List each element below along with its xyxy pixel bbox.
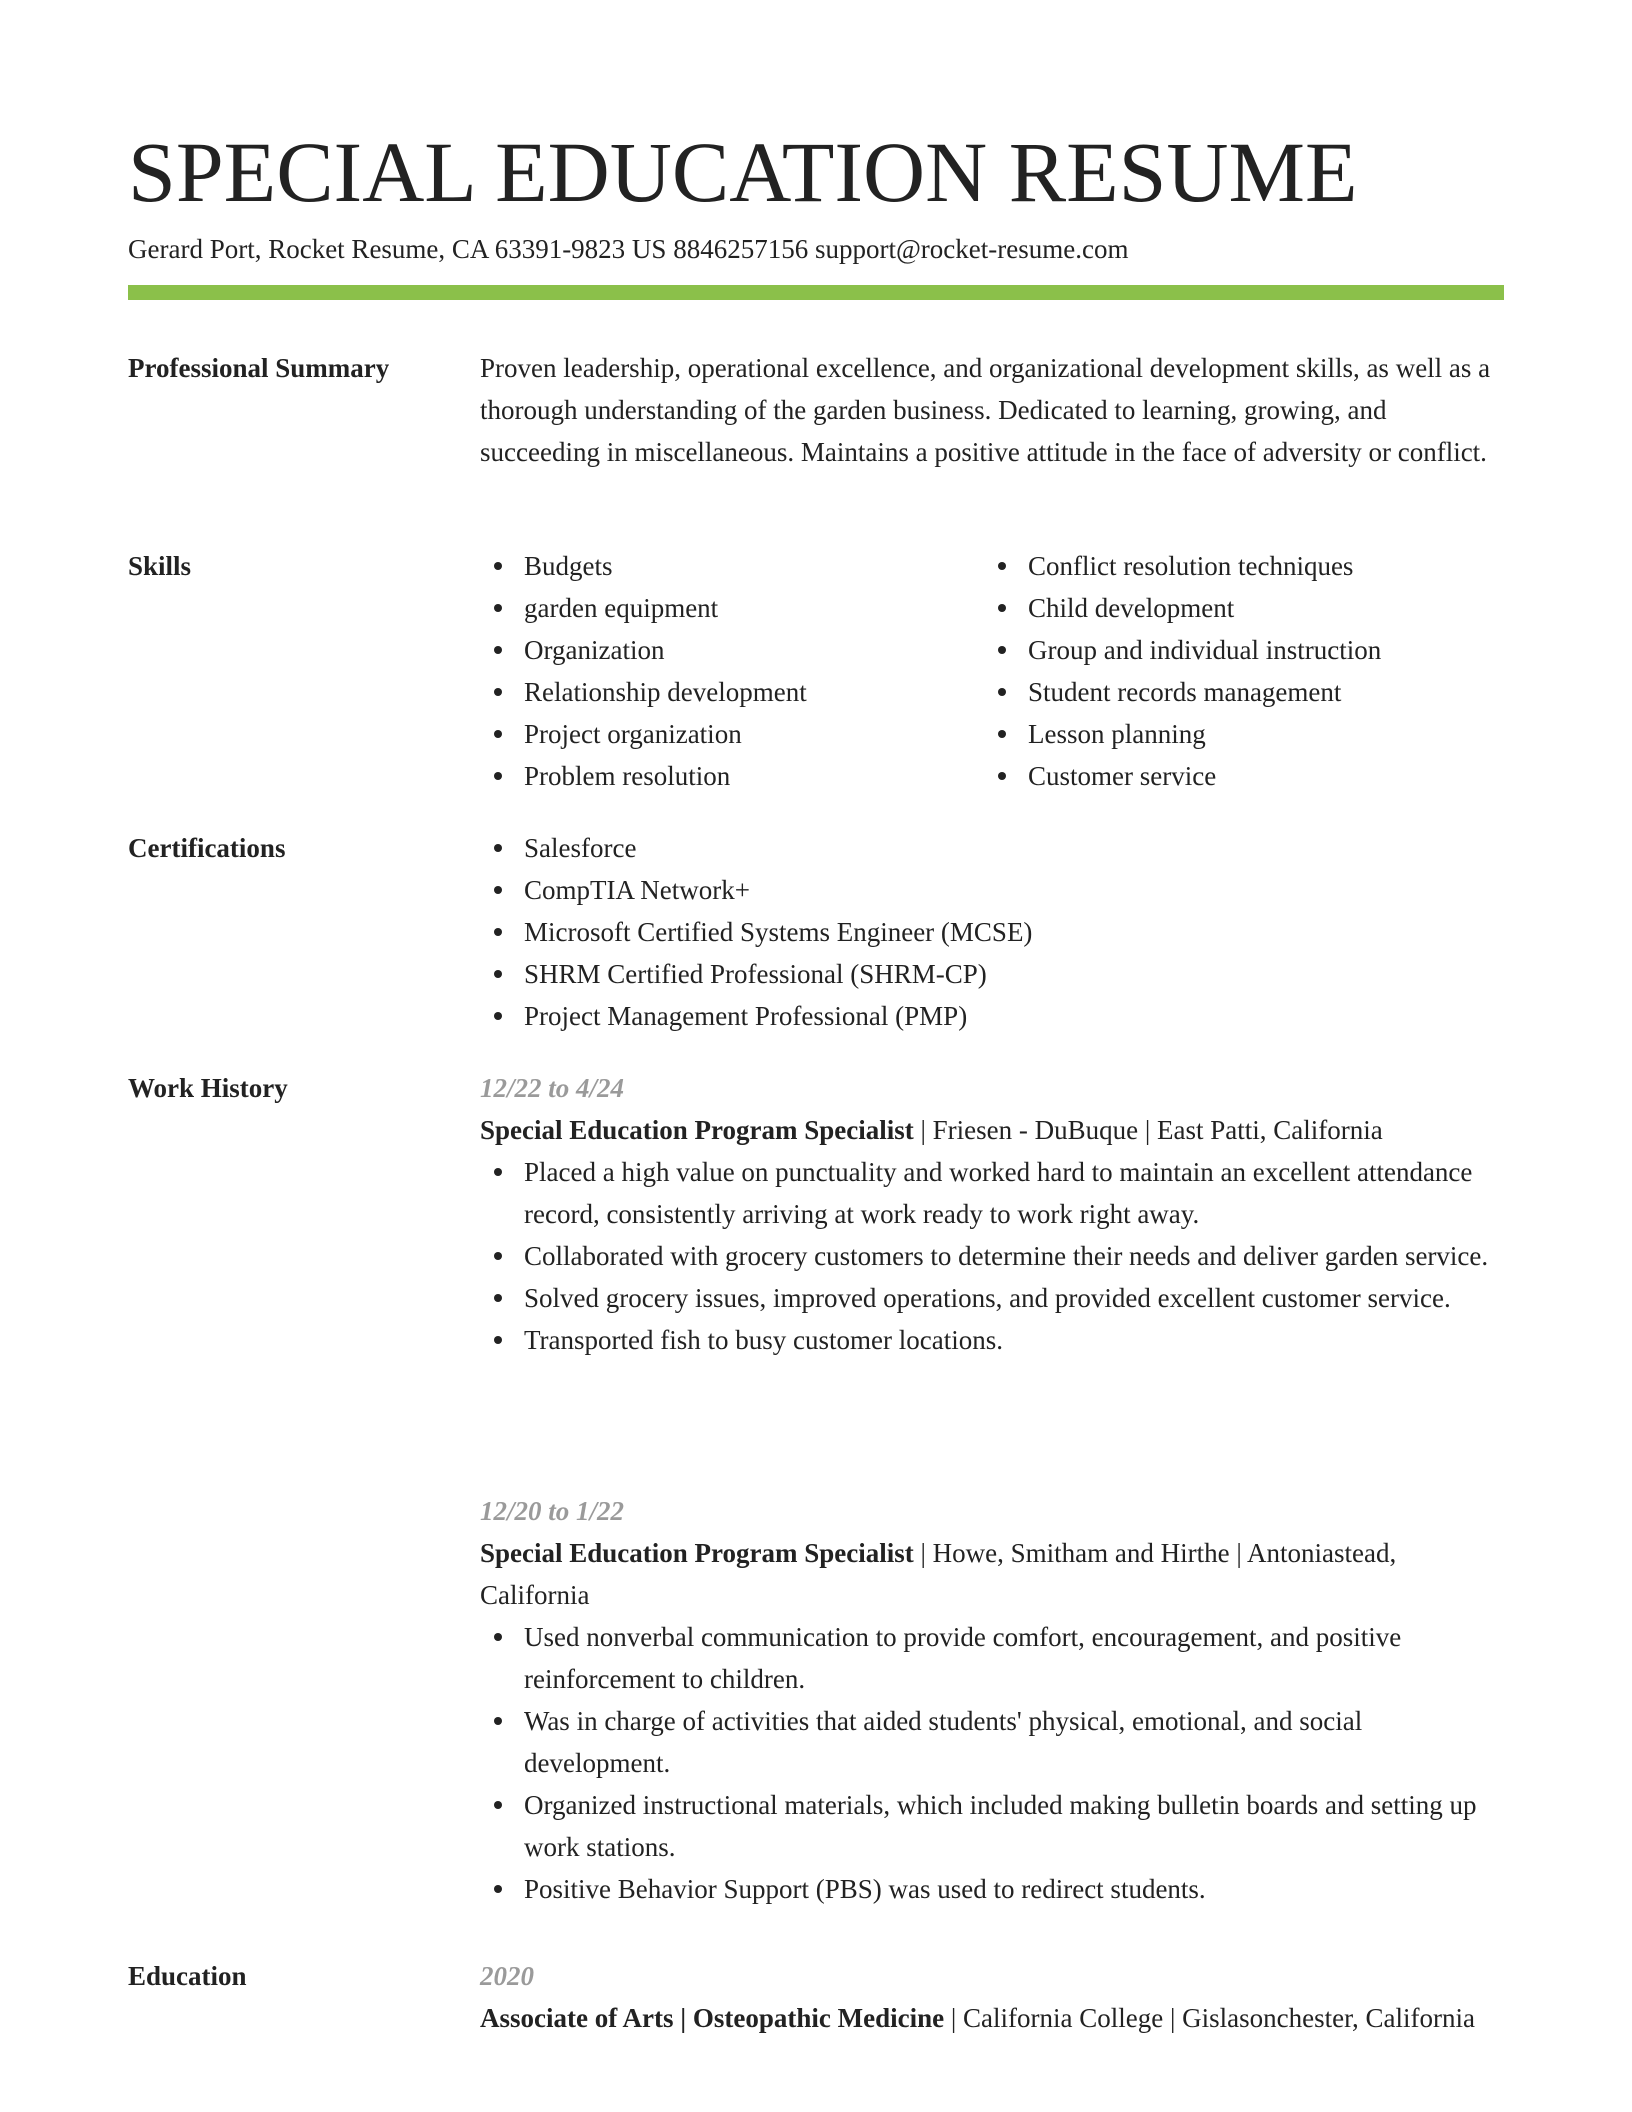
skills-label: Skills xyxy=(128,551,192,581)
job-heading xyxy=(480,1532,1504,1616)
skill-item: Group and individual instruction xyxy=(984,629,1488,671)
job-title: Special Education Program Specialist xyxy=(480,1538,914,1568)
certifications-label: Certifications xyxy=(128,833,286,863)
job-bullet: Collaborated with grocery customers to determine their needs and deliver garden service. xyxy=(480,1235,1504,1277)
skill-item: Problem resolution xyxy=(480,755,984,797)
job-dates: 12/22 to 4/24 xyxy=(480,1073,625,1103)
work-history-label: Work History xyxy=(128,1073,288,1103)
job-bullet: Was in charge of activities that aided students' physical, emotional, and social development. xyxy=(480,1700,1504,1784)
resume-title: SPECIAL EDUCATION RESUME xyxy=(128,124,1358,220)
summary-label: Professional Summary xyxy=(128,353,390,383)
education-degree: Associate of Arts | Osteopathic Medicine xyxy=(480,2003,945,2033)
certifications-list xyxy=(480,827,1504,1037)
job-heading xyxy=(480,1109,1504,1151)
skills-list-right xyxy=(984,545,1488,797)
education-school-location: | California College | Gislasonchester, California xyxy=(944,2003,1475,2033)
job-bullets xyxy=(480,1616,1504,1910)
skill-item: Conflict resolution techniques xyxy=(984,545,1488,587)
job-entry xyxy=(480,1067,1504,1361)
certification-item: Salesforce xyxy=(480,827,1504,869)
certification-item: Microsoft Certified Systems Engineer (MCSE) xyxy=(480,911,1504,953)
certification-item: Project Management Professional (PMP) xyxy=(480,995,1504,1037)
job-bullet: Transported fish to busy customer locations. xyxy=(480,1319,1504,1361)
job-bullet: Organized instructional materials, which included making bulletin boards and setting up work stations. xyxy=(480,1784,1504,1868)
job-bullet: Used nonverbal communication to provide comfort, encouragement, and positive reinforcement to children. xyxy=(480,1616,1504,1700)
job-dates: 12/20 to 1/22 xyxy=(480,1496,625,1526)
skill-item: Lesson planning xyxy=(984,713,1488,755)
skill-item: Student records management xyxy=(984,671,1488,713)
job-bullets xyxy=(480,1151,1504,1361)
job-employer-location: | Friesen - DuBuque | East Patti, California xyxy=(913,1115,1383,1145)
education-heading xyxy=(480,1997,1504,2039)
job-bullet: Positive Behavior Support (PBS) was used to redirect students. xyxy=(480,1868,1504,1910)
contact-line: Gerard Port, Rocket Resume, CA 63391-9823 US 8846257156 support@rocket-resume.com xyxy=(128,234,1129,264)
education-label: Education xyxy=(128,1961,247,1991)
job-bullet: Solved grocery issues, improved operations, and provided excellent customer service. xyxy=(480,1277,1504,1319)
certification-item: CompTIA Network+ xyxy=(480,869,1504,911)
skill-item: garden equipment xyxy=(480,587,984,629)
education-year: 2020 xyxy=(480,1961,534,1991)
skill-item: Child development xyxy=(984,587,1488,629)
summary-text: Proven leadership, operational excellence, and organizational development skills, as well as a thorough understanding of the garden business. Dedicated to learning, growing, and succeeding in miscellaneous. Maintains a positive attitude in the face of adversity or conflict. xyxy=(480,353,1491,467)
certification-item: SHRM Certified Professional (SHRM-CP) xyxy=(480,953,1504,995)
job-title: Special Education Program Specialist xyxy=(480,1115,914,1145)
job-entry xyxy=(480,1490,1504,1910)
skills-list-left xyxy=(480,545,984,797)
job-employer-location: | Howe, Smitham and Hirthe | Antoniastead, California xyxy=(480,1538,1397,1610)
skill-item: Budgets xyxy=(480,545,984,587)
skill-item: Customer service xyxy=(984,755,1488,797)
skill-item: Organization xyxy=(480,629,984,671)
skill-item: Project organization xyxy=(480,713,984,755)
skill-item: Relationship development xyxy=(480,671,984,713)
header-divider xyxy=(128,285,1504,300)
job-bullet: Placed a high value on punctuality and worked hard to maintain an excellent attendance record, consistently arriving at work ready to work right away. xyxy=(480,1151,1504,1235)
